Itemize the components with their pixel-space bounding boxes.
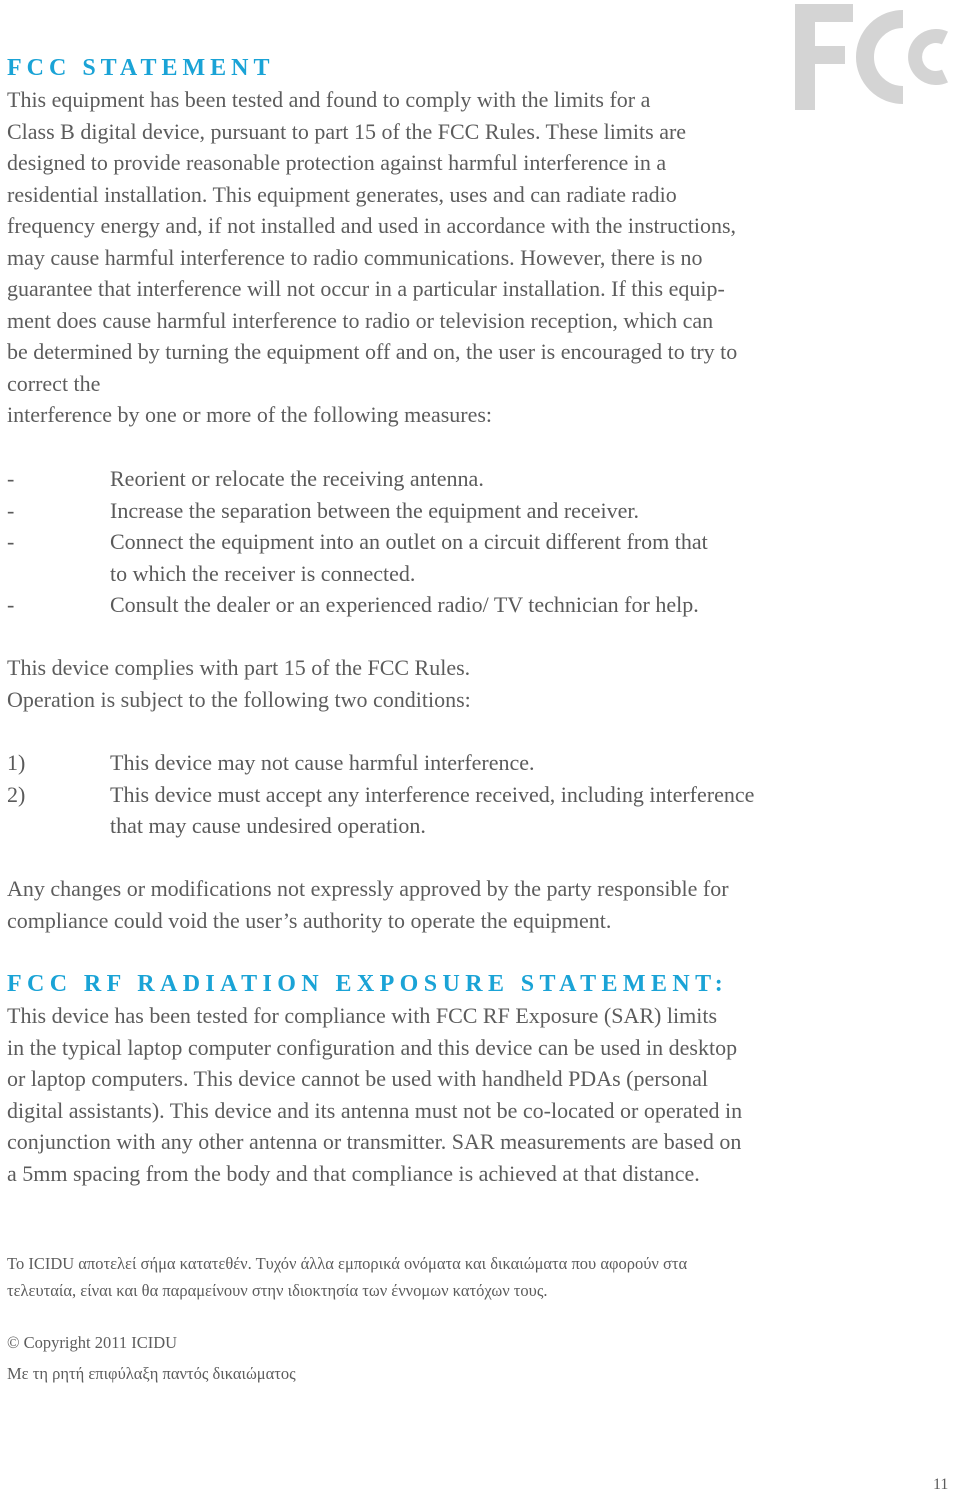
fcc-statement-paragraph	[7, 84, 877, 431]
text-line: guarantee that interference will not occur in a particular installation. If this equip-	[7, 276, 725, 301]
text-line: a 5mm spacing from the body and that compliance is achieved at that distance.	[7, 1160, 700, 1186]
text-line: to which the receiver is connected.	[110, 560, 416, 586]
copyright-notice: © Copyright 2011 ICIDU	[7, 1333, 178, 1352]
list-item-text	[110, 495, 887, 527]
text-line: Class B digital device, pursuant to part 15 of the FCC Rules. These limits are	[7, 118, 687, 144]
text-line: frequency energy and, if not installed and used in accordance with the instructions,	[7, 213, 737, 238]
text-line: Connect the equipment into an outlet on a circuit different from that	[110, 529, 708, 554]
text-line: Any changes or modifications not expressly approved by the party responsible for	[7, 876, 729, 901]
text-line: This equipment has been tested and found to comply with the limits for a	[7, 87, 651, 112]
list-item	[7, 463, 887, 495]
text-line: This device complies with part 15 of the FCC Rules.	[7, 655, 471, 680]
text-line: designed to provide reasonable protection against harmful interference in a	[7, 150, 667, 175]
part15-compliance-paragraph	[7, 652, 877, 715]
text-line: be determined by turning the equipment off and on, the user is encouraged to try to	[7, 339, 738, 364]
rf-exposure-paragraph	[7, 1000, 877, 1189]
text-line: This device may not cause harmful interference.	[110, 750, 535, 775]
text-line: compliance could void the user’s authority to operate the equipment.	[7, 907, 612, 933]
list-marker: -	[7, 592, 15, 617]
operating-conditions-list	[7, 747, 887, 842]
list-item	[7, 495, 887, 527]
text-line: Increase the separation between the equipment and receiver.	[110, 497, 639, 523]
text-line: that may cause undesired operation.	[110, 813, 426, 838]
text-line: correct the	[7, 370, 101, 396]
list-marker: -	[7, 466, 15, 491]
list-item-text	[110, 747, 887, 779]
modifications-warning-paragraph	[7, 873, 877, 936]
list-item-text	[110, 463, 887, 495]
text-line: residential installation. This equipment generates, uses and can radiate radio	[7, 181, 677, 207]
list-item-text	[110, 779, 887, 842]
rights-reserved-notice: Με τη ρητή επιφύλαξη παντός δικαιώματος	[7, 1364, 296, 1383]
text-line: interference by one or more of the following measures:	[7, 402, 493, 427]
text-line: This device has been tested for compliance with FCC RF Exposure (SAR) limits	[7, 1003, 718, 1028]
fcc-statement-heading: FCC STATEMENT	[7, 55, 275, 81]
list-item-text	[110, 526, 887, 589]
trademark-notice	[7, 1250, 907, 1304]
text-line: This device must accept any interference received, including interference	[110, 781, 755, 807]
list-item	[7, 747, 887, 779]
text-line: τελευταία, είναι και θα παραμείνουν στην ιδιοκτησία των έννομων κατόχων τους.	[7, 1281, 548, 1300]
interference-measures-list	[7, 463, 887, 621]
list-item	[7, 589, 887, 621]
text-line: conjunction with any other antenna or transmitter. SAR measurements are based on	[7, 1129, 742, 1154]
text-line: Το ICIDU αποτελεί σήμα κατατεθέν. Τυχόν άλλα εμπορικά ονόματα και δικαιώματα που αφορούν στα	[7, 1254, 688, 1273]
list-item	[7, 779, 887, 842]
page-number: 11	[933, 1476, 949, 1493]
list-marker: -	[7, 497, 15, 523]
list-item-text	[110, 589, 887, 621]
list-marker: 1)	[7, 750, 26, 775]
list-item	[7, 526, 887, 589]
text-line: Reorient or relocate the receiving antenna.	[110, 466, 484, 491]
list-marker: -	[7, 529, 15, 554]
text-line: may cause harmful interference to radio communications. However, there is no	[7, 244, 703, 270]
text-line: digital assistants). This device and its antenna must not be co-located or operated in	[7, 1097, 743, 1123]
text-line: or laptop computers. This device cannot be used with handheld PDAs (personal	[7, 1066, 708, 1091]
text-line: Consult the dealer or an experienced radio/ TV technician for help.	[110, 592, 699, 617]
text-line: Operation is subject to the following two conditions:	[7, 686, 471, 712]
rf-exposure-heading: FCC RF RADIATION EXPOSURE STATEMENT:	[7, 971, 729, 997]
text-line: in the typical laptop computer configuration and this device can be used in desktop	[7, 1034, 738, 1060]
text-line: ment does cause harmful interference to radio or television reception, which can	[7, 307, 714, 333]
list-marker: 2)	[7, 781, 26, 807]
